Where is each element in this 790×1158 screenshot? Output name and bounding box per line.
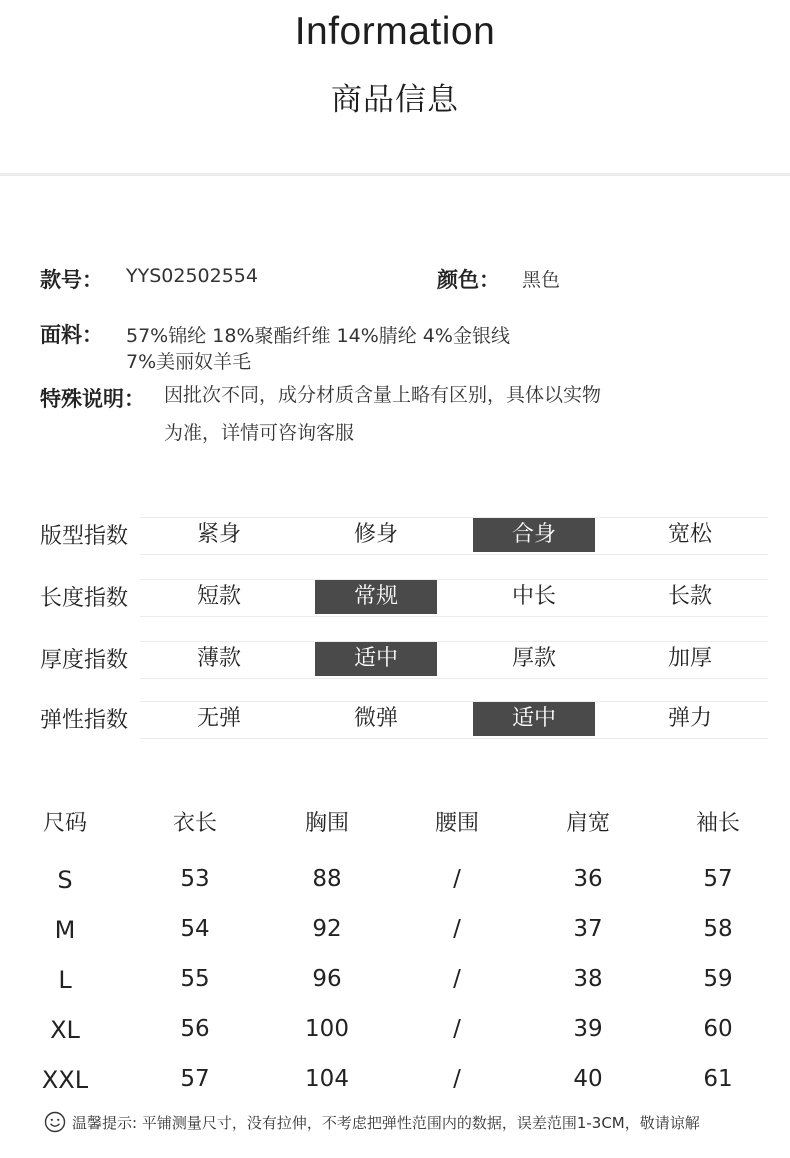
smile-icon	[44, 1111, 66, 1133]
table-cell: 100	[305, 1016, 349, 1042]
table-size-cell: L	[58, 966, 72, 994]
index-option-selected: 合身	[473, 518, 595, 552]
index-option: 弹力	[667, 706, 712, 731]
index-option: 微弹	[353, 706, 398, 731]
color-value: 黑色	[522, 269, 561, 291]
table-cell: 37	[573, 916, 603, 942]
measurement-note	[44, 1111, 700, 1133]
index-option: 加厚	[667, 646, 712, 671]
special-note-line-2: 为准，详情可咨询客服	[164, 422, 355, 444]
table-header-cell: 腰围	[434, 811, 479, 836]
index-label: 长度指数	[40, 586, 129, 611]
table-cell: 92	[312, 916, 342, 942]
title-english: Information	[294, 10, 496, 53]
style-no-value: YYS02502554	[126, 265, 258, 287]
fabric-line-2: 7%美丽奴羊毛	[126, 351, 252, 373]
table-cell: 104	[305, 1066, 349, 1092]
table-size-cell: XXL	[41, 1066, 89, 1094]
header-divider	[0, 173, 790, 176]
special-note-label: 特殊说明：	[40, 387, 145, 411]
title-chinese: 商品信息	[331, 82, 459, 118]
index-option-selected: 适中	[315, 642, 437, 676]
table-header-cell: 衣长	[172, 811, 217, 836]
index-option-selected: 适中	[473, 702, 595, 736]
table-cell: 55	[180, 966, 210, 992]
index-option: 短款	[196, 584, 241, 609]
table-cell: 61	[703, 1066, 733, 1092]
table-cell: 54	[180, 916, 210, 942]
index-option: 宽松	[667, 522, 712, 547]
table-cell: 58	[703, 916, 733, 942]
table-cell: /	[453, 966, 461, 992]
index-option-selected: 常规	[315, 580, 437, 614]
table-cell: 36	[573, 866, 603, 892]
fabric-label: 面料：	[40, 323, 103, 347]
measurement-note-text: 温馨提示: 平铺测量尺寸，没有拉伸，不考虑把弹性范围内的数据，误差范围1-3CM，敬请谅解	[72, 1113, 700, 1132]
index-option: 紧身	[196, 522, 241, 547]
table-cell: 40	[573, 1066, 603, 1092]
table-size-cell: S	[57, 866, 73, 894]
table-cell: 88	[312, 866, 342, 892]
table-cell: 57	[180, 1066, 210, 1092]
index-label: 版型指数	[40, 524, 129, 549]
table-header-cell: 胸围	[304, 811, 349, 836]
table-cell: 59	[703, 966, 733, 992]
index-option: 厚款	[511, 646, 556, 671]
table-cell: 57	[703, 866, 733, 892]
index-option: 修身	[353, 522, 398, 547]
table-cell: 53	[180, 866, 210, 892]
table-cell: 96	[312, 966, 342, 992]
fabric-line-1: 57%锦纶 18%聚酯纤维 14%腈纶 4%金银线	[126, 325, 510, 347]
table-cell: 60	[703, 1016, 733, 1042]
table-cell: /	[453, 1066, 461, 1092]
table-cell: 56	[180, 1016, 210, 1042]
index-option: 薄款	[196, 646, 241, 671]
table-cell: /	[453, 916, 461, 942]
index-label: 弹性指数	[40, 708, 129, 733]
table-size-cell: M	[54, 916, 76, 944]
index-option: 中长	[511, 584, 556, 609]
table-cell: 38	[573, 966, 603, 992]
table-header-cell: 袖长	[695, 811, 740, 836]
table-cell: /	[453, 1016, 461, 1042]
table-cell: /	[453, 866, 461, 892]
table-cell: 39	[573, 1016, 603, 1042]
table-size-cell: XL	[50, 1016, 80, 1044]
index-option: 无弹	[196, 706, 241, 731]
style-no-label: 款号：	[40, 268, 103, 292]
table-header-cell: 尺码	[42, 811, 87, 836]
index-label: 厚度指数	[40, 648, 129, 673]
table-header-cell: 肩宽	[565, 811, 610, 836]
color-label: 颜色：	[437, 268, 500, 292]
special-note-line-1: 因批次不同，成分材质含量上略有区别，具体以实物	[164, 384, 602, 406]
index-option: 长款	[667, 584, 712, 609]
